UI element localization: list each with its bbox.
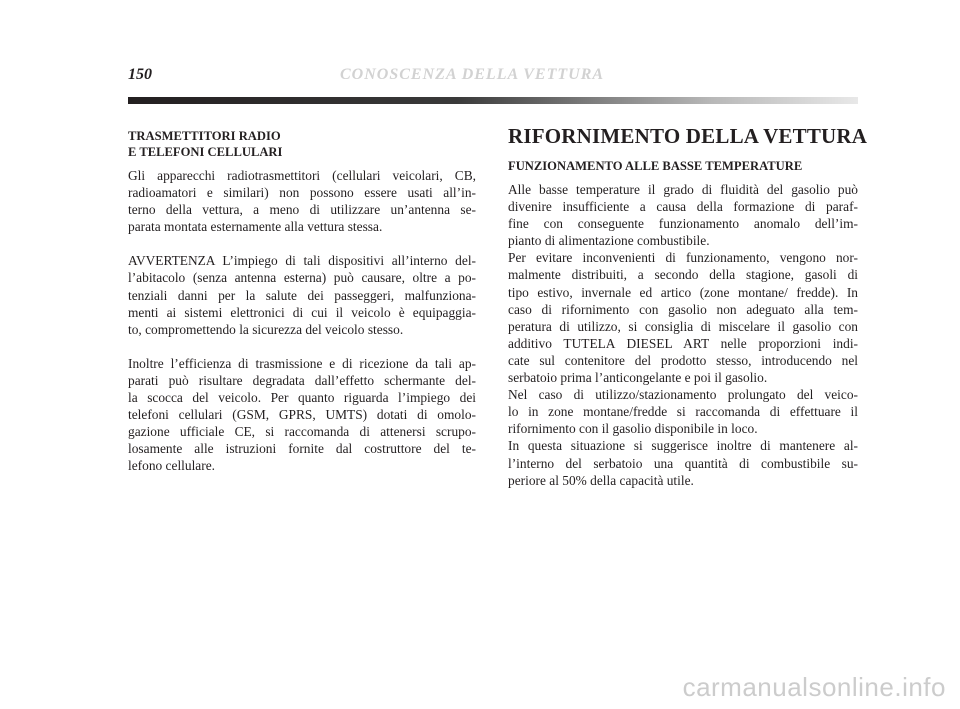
text-line: serbatoio prima l’anticongelante e poi il gasolio. (508, 370, 768, 386)
text-line: Inoltre l’efficienza di trasmissione e di ricezione da tali ap- (128, 355, 476, 371)
text-line: In questa situazione si suggerisce inoltre di mantenere al- (508, 438, 858, 454)
text-line: Per evitare inconvenienti di funzionamento, vengono nor- (508, 250, 858, 266)
text-line: cate sul contenitore del prodotto stesso, introducendo nel (508, 352, 858, 368)
body-paragraph (508, 181, 858, 489)
section-heading-radio (128, 128, 476, 160)
text-line: Alle basse temperature il grado di fluidità del gasolio può (508, 182, 858, 197)
left-column (128, 128, 476, 492)
text-line: radioamatori e similari) non possono essere usati all’in- (128, 185, 476, 201)
text-line: Nel caso di utilizzo/stazionamento prolungato del veico- (508, 387, 858, 403)
text-line: caso di rifornimento con gasolio non adeguato alla tem- (508, 301, 858, 317)
heading-line: E TELEFONI CELLULARI (128, 145, 283, 159)
text-line: parata montata esternamente alla vettura stessa. (128, 219, 383, 235)
body-paragraph (128, 252, 476, 337)
text-line: Gli apparecchi radiotrasmettitori (cellulari veicolari, CB, (128, 168, 476, 183)
text-line: parati può risultare degradata dall’effetto schermante del- (128, 372, 476, 388)
page-number: 150 (128, 66, 152, 83)
body-paragraph (128, 355, 476, 475)
running-header-title: CONOSCENZA DELLA VETTURA (340, 66, 605, 83)
text-line: gazione ufficiale CE, si raccomanda di attenersi scrupo- (128, 424, 476, 440)
text-line: menti ai sistemi elettronici di cui il veicolo è equipaggia- (128, 304, 476, 320)
text-line: periore al 50% della capacità utile. (508, 472, 694, 488)
text-line: losamente alle istruzioni fornite dal costruttore del te- (128, 441, 476, 457)
text-line: terno della vettura, a meno di utilizzare un’antenna se- (128, 202, 476, 218)
text-line: divenire insufficiente a causa della formazione di paraf- (508, 199, 858, 215)
heading-line: TRASMETTITORI RADIO (128, 129, 281, 143)
left-paragraphs (128, 167, 476, 475)
text-line: lefono cellulare. (128, 458, 215, 474)
watermark: carmanualsonline.info (682, 672, 946, 702)
text-line: tipo estivo, invernale ed artico (zone montane/ fredde). In (508, 284, 858, 300)
text-line: telefoni cellulari (GSM, GPRS, UMTS) dotati di omolo- (128, 407, 476, 423)
text-line: AVVERTENZA L’impiego di tali dispositivi all’interno del- (128, 253, 476, 269)
text-line: fine con conseguente funzionamento anomalo dell’im- (508, 216, 858, 232)
text-line: l’interno del serbatoio una quantità di combustibile su- (508, 455, 858, 471)
text-line: malmente distribuiti, a secondo della stagione, gasoli di (508, 267, 858, 283)
text-line: additivo TUTELA DIESEL ART nelle proporzioni indi- (508, 335, 858, 351)
text-line: rifornimento con il gasolio disponibile in loco. (508, 421, 758, 437)
text-line: tenziali danni per la salute dei passeggeri, malfunziona- (128, 287, 476, 303)
header-rule (128, 97, 858, 104)
section-heading-low-temperatures: FUNZIONAMENTO ALLE BASSE TEMPERATURE (508, 159, 803, 173)
text-line: to, compromettendo la sicurezza del veicolo stesso. (128, 321, 404, 337)
text-line: peratura di utilizzo, si consiglia di miscelare il gasolio con (508, 318, 858, 334)
text-line: l’abitacolo (senza antenna esterna) può causare, oltre a po- (128, 270, 476, 286)
chapter-title: RIFORNIMENTO DELLA VETTURA (508, 124, 868, 148)
text-line: pianto di alimentazione combustibile. (508, 233, 710, 249)
body-paragraph (128, 167, 476, 235)
right-column (508, 124, 868, 489)
text-line: la scocca del veicolo. Per quanto riguarda l’impiego dei (128, 390, 476, 406)
text-line: lo in zone montane/fredde si raccomanda di effettuare il (508, 404, 858, 420)
